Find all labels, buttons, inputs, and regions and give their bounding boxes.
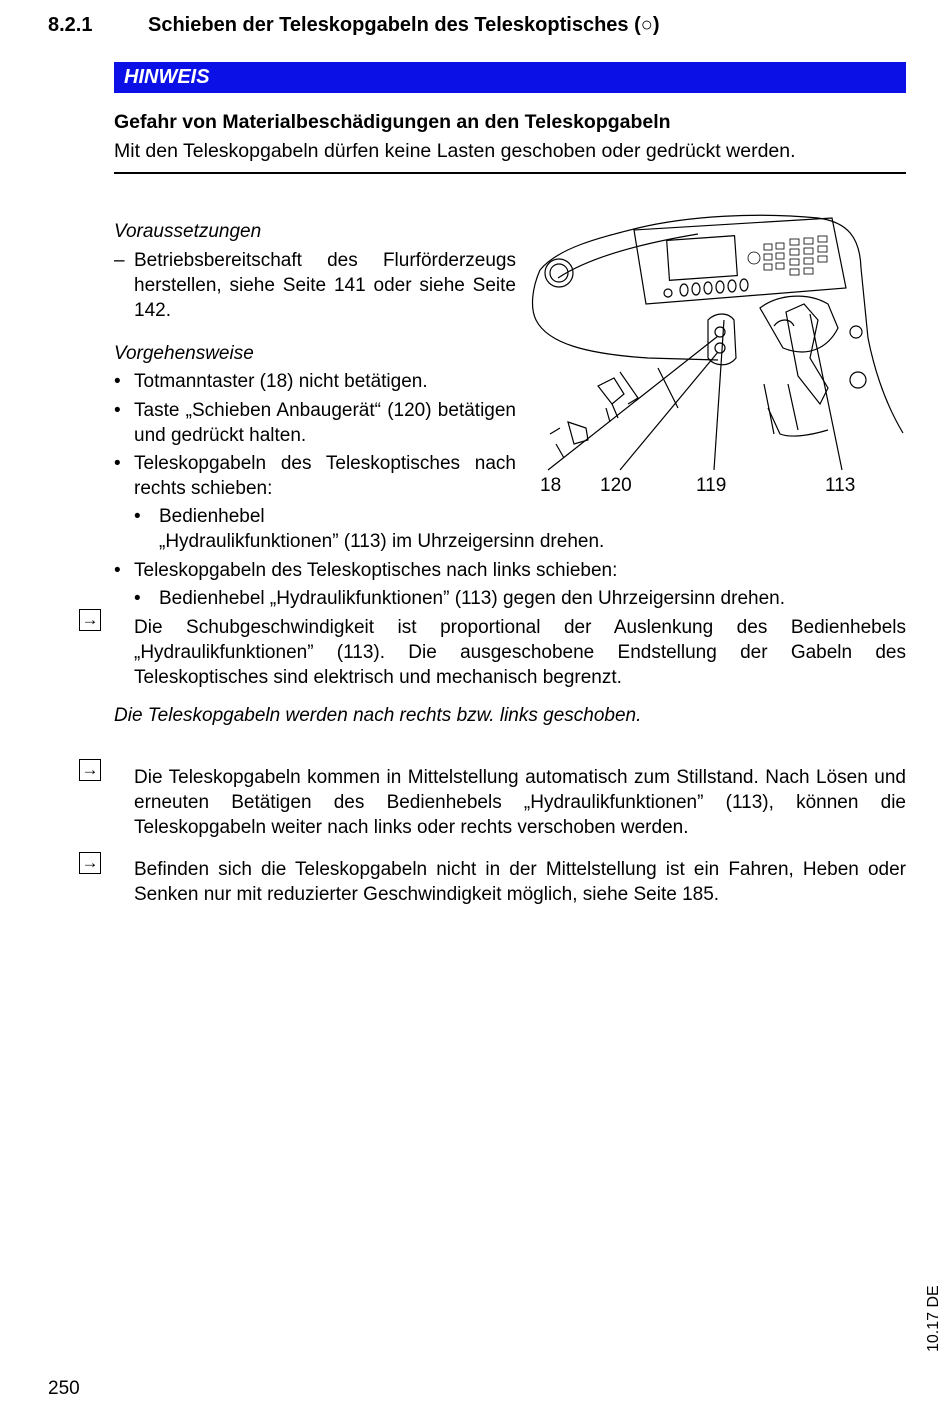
section-number: 8.2.1 <box>48 14 93 36</box>
notice-heading: Gefahr von Materialbeschädigungen an den Teleskopgabeln <box>114 111 671 133</box>
bullet-marker: • <box>114 453 121 474</box>
console-inner-edge <box>558 234 698 278</box>
display-buttons <box>664 279 748 297</box>
console-edge <box>533 270 718 360</box>
lever-detail <box>774 320 794 326</box>
procedure-step: Totmanntaster (18) nicht betätigen. <box>134 371 428 392</box>
leader-line-18 <box>548 336 718 470</box>
prerequisite-item: Betriebsbereitschaft des Flurförderzeugs herstellen, siehe Seite 141 oder siehe Seite 142. <box>134 250 516 321</box>
notice-label: HINWEIS <box>124 66 210 88</box>
notice-divider <box>114 172 906 174</box>
procedure-sub-step: Bedienhebel „Hydraulikfunktionen” (113) gegen den Uhrzeigersinn drehen. <box>159 588 785 609</box>
display-screen <box>667 236 738 281</box>
bullet-marker: • <box>114 560 121 581</box>
procedure-sub-step-continued: „Hydraulikfunktionen” (113) im Uhrzeigersinn drehen. <box>159 531 605 552</box>
note-text: Die Schubgeschwindigkeit ist proportional der Auslenkung des Bedienhebels „Hydraulikfunktionen” (113). Die ausgeschobene Endstellung der Gabeln des Teleskoptisches sind elektrisch und mechanisch begrenzt. <box>134 617 906 688</box>
display-panel <box>634 218 846 304</box>
console-outline <box>540 215 903 433</box>
lever-housing <box>760 296 838 352</box>
callout-120: 120 <box>600 475 632 496</box>
leader-line-120 <box>620 352 718 470</box>
note-text: Befinden sich die Teleskopgabeln nicht in der Mittelstellung ist ein Fahren, Heben oder Senken nur mit reduzierter Geschwindigkeit möglich, siehe Seite 185. <box>134 859 906 905</box>
joystick-knob <box>545 259 573 287</box>
notice-bar <box>114 62 906 93</box>
knob-lower-right <box>850 372 866 388</box>
procedure-step: Taste „Schieben Anbaugerät“ (120) betätigen und gedrückt halten. <box>134 400 516 446</box>
document-version: 10.17 DE <box>925 1285 942 1352</box>
callout-113: 113 <box>825 475 856 496</box>
shift-attachment-button-120 <box>715 343 725 353</box>
procedure-sub-step: Bedienhebel <box>159 506 265 527</box>
bullet-marker: • <box>114 371 121 392</box>
dash-marker: – <box>114 250 125 271</box>
sub-bullet-marker: • <box>134 506 141 527</box>
knob-right <box>850 326 862 338</box>
note-arrow-icon: → <box>79 609 101 631</box>
note-text: Die Teleskopgabeln kommen in Mittelstellung automatisch zum Stillstand. Nach Lösen und erneuten Betätigen des Bedienhebels „Hydraulikfunktionen” (113), können die Teleskopgabeln weiter nach links oder rechts verschoben werden. <box>134 767 906 838</box>
key-detail <box>550 428 564 458</box>
keypad <box>748 236 827 275</box>
frame-lines <box>658 368 828 436</box>
leader-line-113 <box>810 314 842 470</box>
callout-119: 119 <box>696 475 727 496</box>
note-arrow-icon: → <box>79 759 101 781</box>
note-arrow-icon: → <box>79 852 101 874</box>
notice-text: Mit den Teleskopgabeln dürfen keine Lasten geschoben oder gedrückt werden. <box>114 140 796 162</box>
sub-bullet-marker: • <box>134 588 141 609</box>
section-title: Schieben der Teleskopgabeln des Teleskoptisches (○) <box>148 14 660 36</box>
prerequisites-heading: Voraussetzungen <box>114 221 262 242</box>
procedure-heading: Vorgehensweise <box>114 343 254 364</box>
callout-18: 18 <box>540 475 562 496</box>
result-text: Die Teleskopgabeln werden nach rechts bzw. links geschoben. <box>114 705 642 726</box>
control-console-illustration <box>528 208 908 473</box>
procedure-step: Teleskopgabeln des Teleskoptisches nach rechts schieben: <box>134 453 516 499</box>
bullet-marker: • <box>114 400 121 421</box>
page-number: 250 <box>48 1378 80 1399</box>
column-left <box>620 372 638 404</box>
foot-switch <box>598 378 624 404</box>
procedure-step: Teleskopgabeln des Teleskoptisches nach links schieben: <box>134 560 618 581</box>
hydraulic-lever-113 <box>786 304 828 404</box>
lever-stem <box>764 384 798 434</box>
